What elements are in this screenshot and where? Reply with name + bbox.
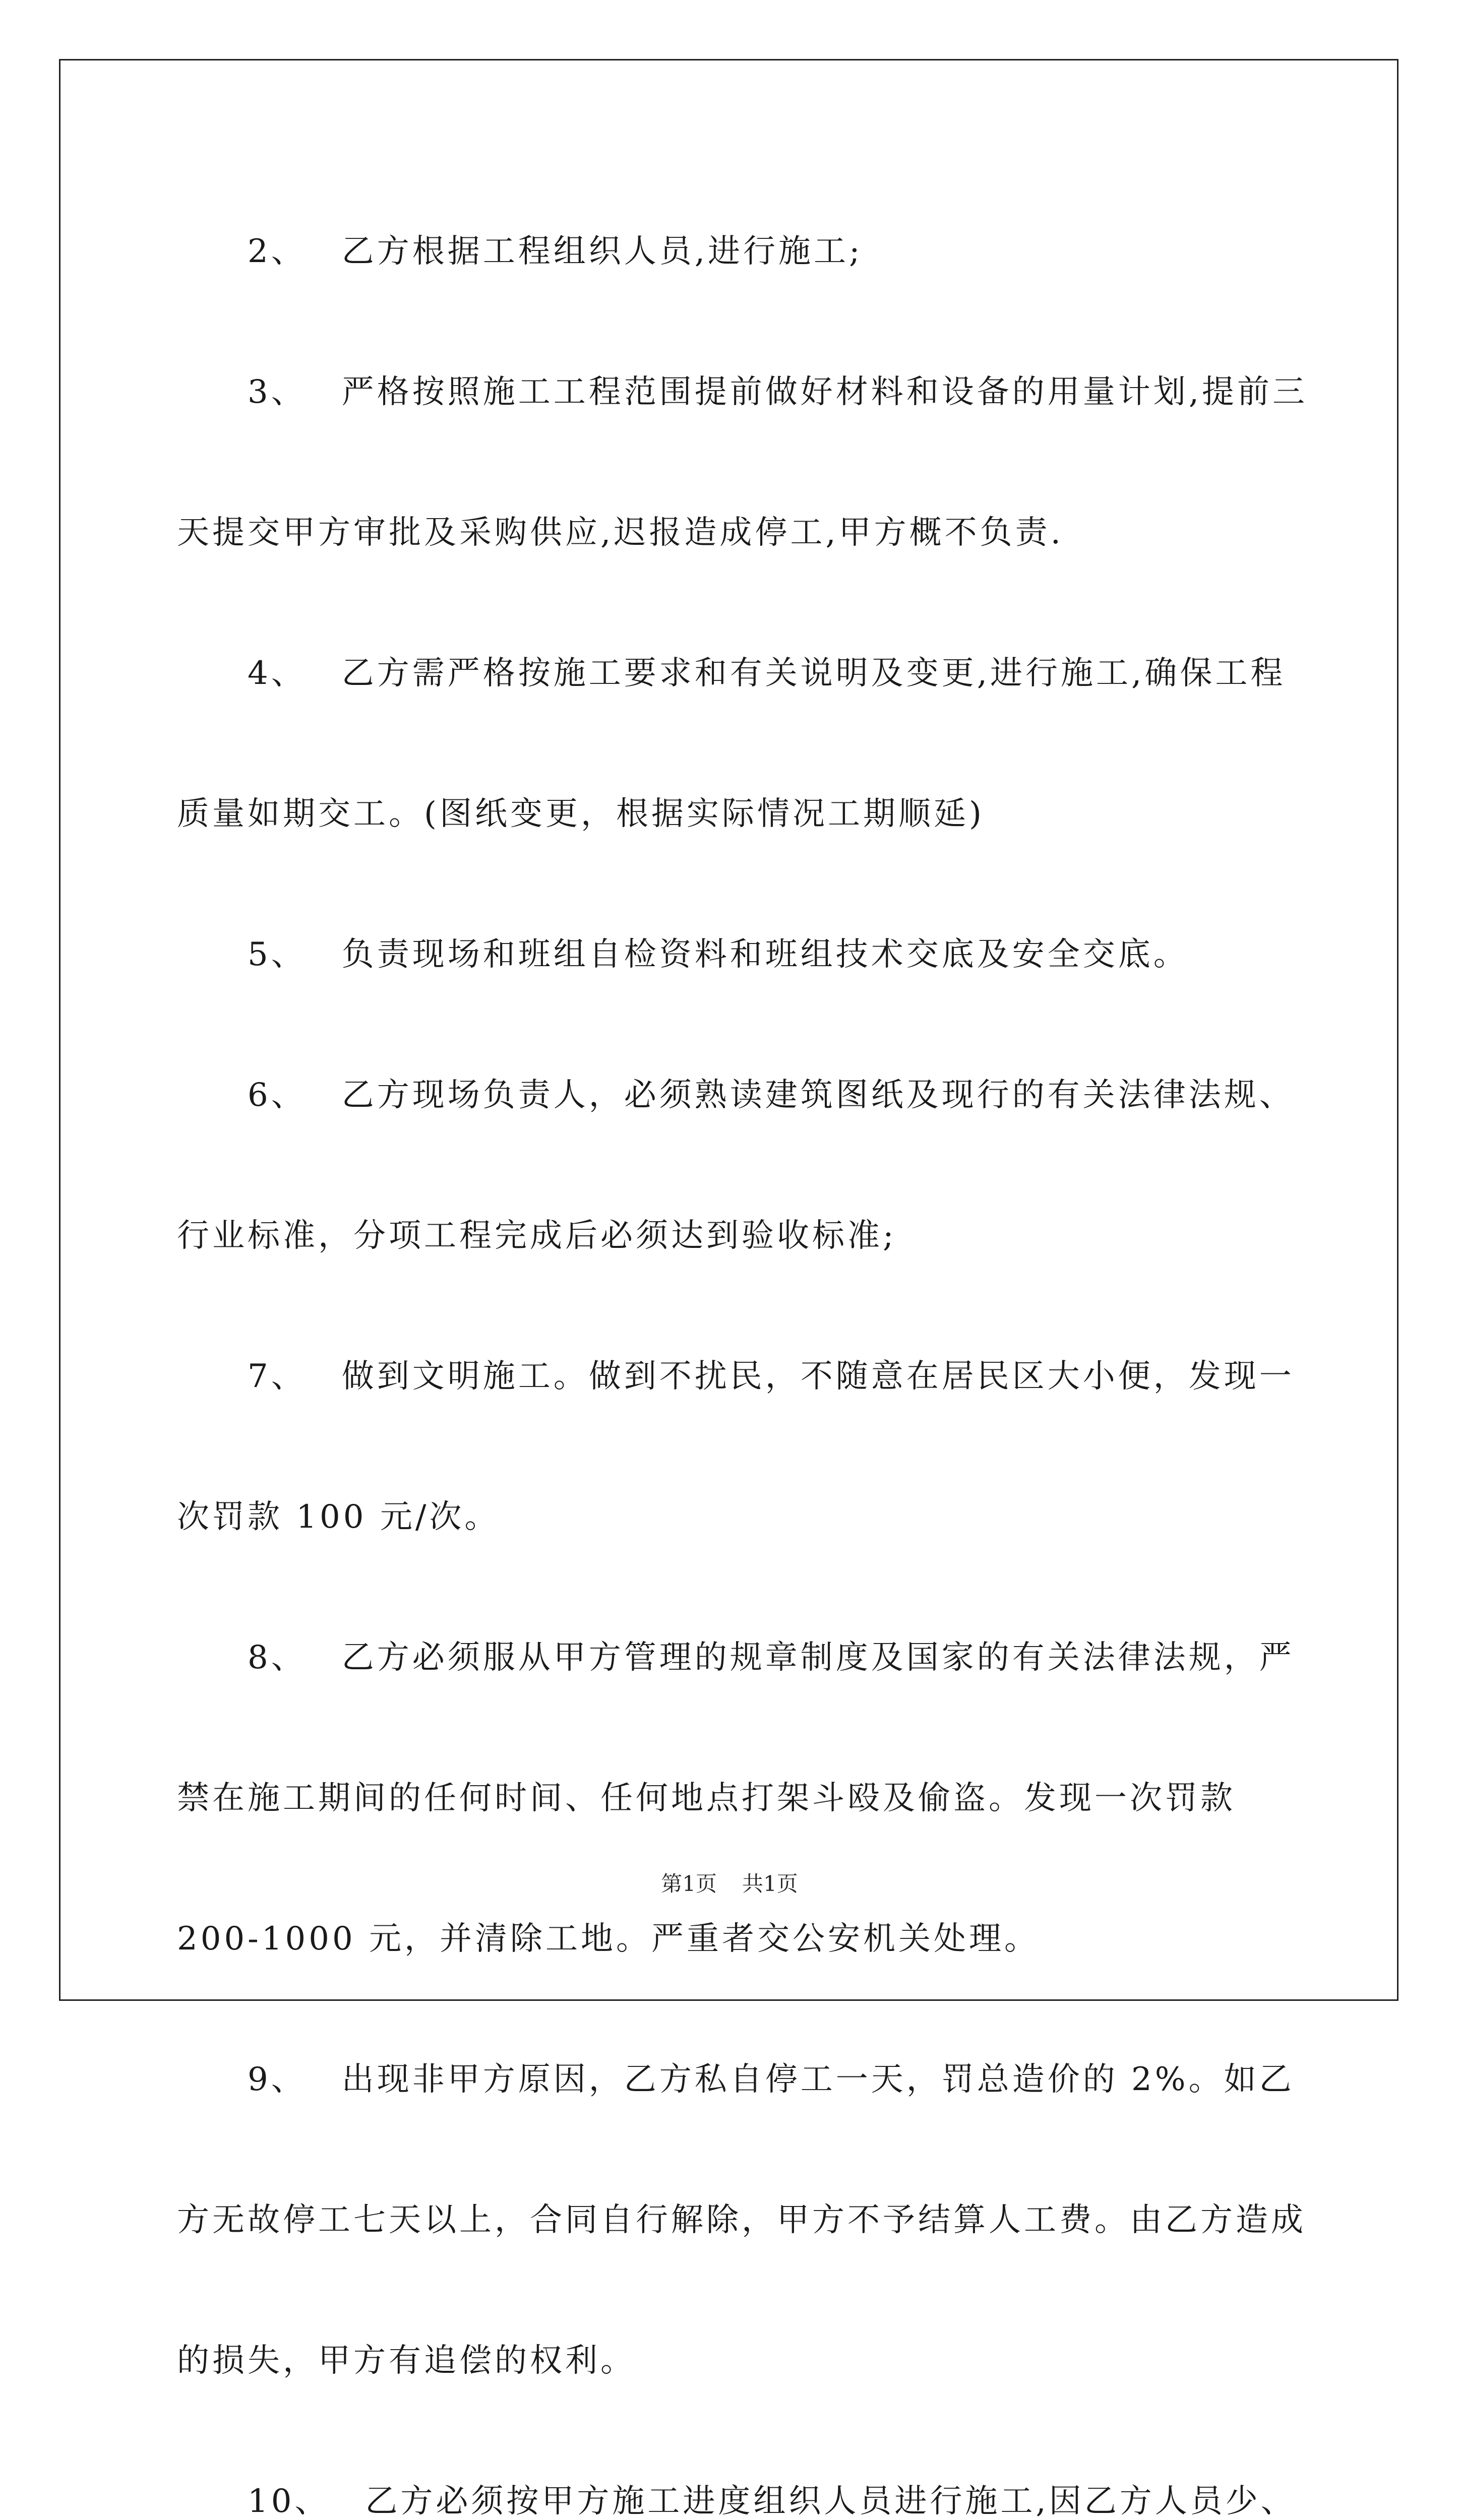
clause-number: 7、 [248, 1358, 307, 1395]
clause-text: 乙方根据工程组织人员,进行施工; [341, 233, 863, 270]
clause-text: 乙方必须按甲方施工进度组织人员进行施工,因乙方人员少、 [365, 2483, 1296, 2520]
clause-text: 出现非甲方原因，乙方私自停工一天，罚总造价的 2%。如乙方无故停工七天以上，合同自行解除，甲方不予结算人工费。由乙方造成的损失，甲方有追偿的权利。 [177, 2061, 1306, 2379]
clause-text: 乙方必须服从甲方管理的规章制度及国家的有关法律法规，严禁在施工期间的任何时间、任何地点打架斗殴及偷盗。发现一次罚款 200-1000 元，并清除工地。严重者交公安机关处理。 [177, 1639, 1295, 1958]
clause-8 [177, 1588, 1316, 2009]
clause-number: 9、 [248, 2061, 307, 2098]
clause-number: 6、 [248, 1077, 307, 1114]
page-number: 第1页 [661, 1871, 717, 1896]
clause-text: 严格按照施工工程范围提前做好材料和设备的用量计划,提前三天提交甲方审批及采购供应,迟报造成停工,甲方概不负责. [177, 373, 1308, 551]
clause-number: 3、 [248, 373, 307, 411]
clause-number: 8、 [248, 1639, 307, 1676]
clause-10 [177, 2431, 1316, 2520]
clause-5 [177, 885, 1316, 1025]
clause-text: 乙方现场负责人，必须熟读建筑图纸及现行的有关法律法规、行业标准，分项工程完成后必须达到验收标准; [177, 1077, 1295, 1254]
clause-number: 5、 [248, 936, 307, 973]
clause-2 [177, 181, 1316, 322]
clause-3 [177, 322, 1316, 603]
page-footer [0, 1867, 1459, 1898]
clause-7 [177, 1306, 1316, 1588]
clause-number: 4、 [248, 655, 307, 692]
clause-text: 做到文明施工。做到不扰民，不随意在居民区大小便，发现一次罚款 100 元/次。 [177, 1358, 1295, 1536]
clause-text: 负责现场和班组自检资料和班组技术交底及安全交底。 [341, 936, 1189, 973]
clause-9 [177, 2009, 1316, 2431]
clause-number: 2、 [248, 233, 307, 270]
document-body [177, 181, 1316, 2520]
clause-4 [177, 603, 1316, 885]
page-total: 共1页 [742, 1871, 798, 1896]
clause-text: 乙方需严格按施工要求和有关说明及变更,进行施工,确保工程质量如期交工。(图纸变更，根据实际情况工期顺延) [177, 655, 1286, 833]
clause-number: 10、 [248, 2483, 330, 2520]
clause-6 [177, 1025, 1316, 1306]
